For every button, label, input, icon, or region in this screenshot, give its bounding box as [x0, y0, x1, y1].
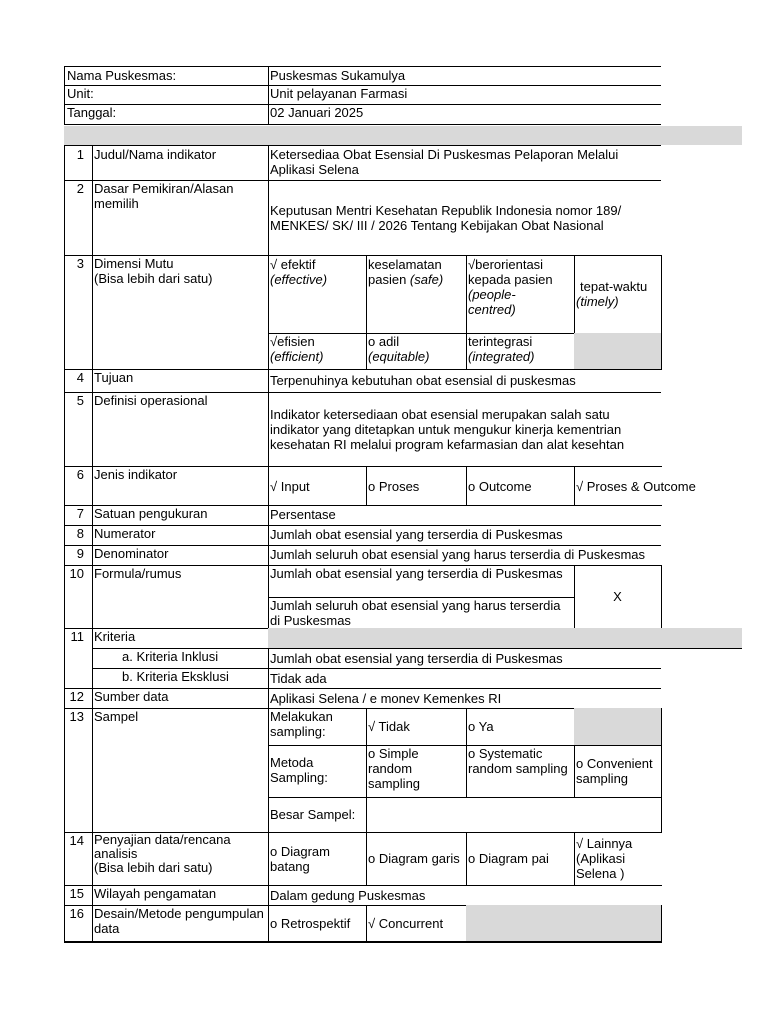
desain-empty-cell-2: [574, 905, 662, 942]
row-13-label: Sampel: [92, 708, 269, 833]
dimensi-keselamatan: keselamatan pasien (safe): [366, 255, 467, 334]
row-10-label: Formula/rumus: [92, 565, 269, 629]
penyajian-diagram-pai: o Diagram pai: [466, 832, 575, 886]
row-3-number: 3: [64, 255, 93, 370]
besar-sampel-label: Besar Sampel:: [268, 797, 367, 833]
row-11-number: 11: [64, 628, 93, 689]
row-15-number: 15: [64, 885, 93, 906]
row-3-label: Dimensi Mutu (Bisa lebih dari satu): [92, 255, 269, 370]
penyajian-diagram-batang: o Diagram batang: [268, 832, 367, 886]
dimensi-terintegrasi: terintegrasi (integrated): [466, 333, 575, 370]
row-11-label: Kriteria: [92, 628, 269, 649]
row-15-label: Wilayah pengamatan: [92, 885, 269, 906]
row-5-value: Indikator ketersediaan obat esensial merupakan salah satu indikator yang ditetapkan untuk mengukur kinerja kementrian kesehatan RI melalui program kefarmasian dan alat kesehtan: [268, 392, 661, 467]
metoda-simple-random: o Simple random sampling: [366, 745, 467, 798]
row-4-value: Terpenuhinya kebutuhan obat esensial di puskesmas: [268, 369, 661, 393]
row-9-value: Jumlah seluruh obat esensial yang harus terserdia di Puskesmas: [268, 545, 661, 566]
dimensi-adil: o adil (equitable): [366, 333, 467, 370]
row-1-number: 1: [64, 145, 93, 181]
row-16-number: 16: [64, 905, 93, 942]
tanggal-label: Tanggal:: [64, 104, 269, 125]
row-7-label: Satuan pengukuran: [92, 505, 269, 526]
row-14-number: 14: [64, 832, 93, 886]
puskesmas-label: Nama Puskesmas:: [64, 66, 269, 86]
table-bottom-border: [64, 941, 662, 943]
dimensi-tepat-waktu: tepat-waktu (timely): [574, 255, 662, 334]
jenis-proses: o Proses: [366, 466, 467, 506]
row-7-value: Persentase: [268, 505, 661, 526]
metoda-convenient: o Convenient sampling: [574, 745, 662, 798]
jenis-proses-outcome: √ Proses & Outcome: [574, 466, 662, 506]
row-5-number: 5: [64, 392, 93, 467]
unit-label: Unit:: [64, 85, 269, 105]
row-6-number: 6: [64, 466, 93, 506]
row-2-value: Keputusan Mentri Kesehatan Republik Indonesia nomor 189/ MENKES/ SK/ III / 2026 Tentang Kebijakan Obat Nasional: [268, 180, 661, 256]
puskesmas-value: Puskesmas Sukamulya: [268, 66, 661, 86]
desain-empty-cell-1: [466, 905, 575, 942]
desain-concurrent: √ Concurrent: [366, 905, 467, 942]
dimensi-empty-cell: [574, 333, 662, 370]
row-12-number: 12: [64, 688, 93, 709]
jenis-input: √ Input: [268, 466, 367, 506]
kriteria-eksklusi-label: b. Kriteria Eksklusi: [92, 668, 269, 689]
kriteria-inklusi-label: a. Kriteria Inklusi: [92, 648, 269, 669]
row-5-label: Definisi operasional: [92, 392, 269, 467]
kriteria-eksklusi-value: Tidak ada: [268, 668, 661, 689]
formula-multiplier: X: [574, 565, 662, 629]
row-8-label: Numerator: [92, 525, 269, 546]
row-2-label: Dasar Pemikiran/Alasan memilih: [92, 180, 269, 256]
formula-denominator: Jumlah seluruh obat esensial yang harus terserdia di Puskesmas: [268, 597, 575, 629]
row-1-label: Judul/Nama indikator: [92, 145, 269, 181]
row-12-label: Sumber data: [92, 688, 269, 709]
row-9-number: 9: [64, 545, 93, 566]
row-9-label: Denominator: [92, 545, 269, 566]
dimensi-efisien: √efisien (efficient): [268, 333, 367, 370]
row-13-number: 13: [64, 708, 93, 833]
dimensi-efektif: √ efektif (effective): [268, 255, 367, 334]
row-4-number: 4: [64, 369, 93, 393]
sampling-ya: o Ya: [466, 708, 575, 746]
row-7-number: 7: [64, 505, 93, 526]
row-12-value: Aplikasi Selena / e monev Kemenkes RI: [268, 688, 661, 709]
row-8-number: 8: [64, 525, 93, 546]
unit-value: Unit pelayanan Farmasi: [268, 85, 661, 105]
row-2-number: 2: [64, 180, 93, 256]
formula-numerator: Jumlah obat esensial yang terserdia di Puskesmas: [268, 565, 575, 598]
sampling-empty-cell: [574, 708, 662, 746]
penyajian-diagram-garis: o Diagram garis: [366, 832, 467, 886]
metoda-sampling-label: Metoda Sampling:: [268, 745, 367, 798]
row-15-value: Dalam gedung Puskesmas: [268, 885, 661, 906]
kriteria-inklusi-value: Jumlah obat esensial yang terserdia di Puskesmas: [268, 648, 661, 669]
sampling-tidak: √ Tidak: [366, 708, 467, 746]
penyajian-lainnya: √ Lainnya (Aplikasi Selena ): [574, 832, 662, 886]
row-4-label: Tujuan: [92, 369, 269, 393]
row-10-number: 10: [64, 565, 93, 629]
metoda-systematic-random: o Systematic random sampling: [466, 745, 575, 798]
separator-bar: [64, 126, 742, 145]
tanggal-value: 02 Januari 2025: [268, 104, 661, 125]
besar-sampel-value: [366, 797, 662, 833]
row-8-value: Jumlah obat esensial yang terserdia di Puskesmas: [268, 525, 661, 546]
row-14-label: Penyajian data/rencana analisis (Bisa lebih dari satu): [92, 832, 269, 886]
dimensi-berorientasi: √berorientasi kepada pasien (people- centred): [466, 255, 575, 334]
row-16-label: Desain/Metode pengumpulan data: [92, 905, 269, 942]
kriteria-gray-bar: [268, 628, 742, 649]
sampling-label: Melakukan sampling:: [268, 708, 367, 746]
jenis-outcome: o Outcome: [466, 466, 575, 506]
row-1-value: Ketersediaa Obat Esensial Di Puskesmas Pelaporan Melalui Aplikasi Selena: [268, 145, 661, 181]
desain-retrospektif: o Retrospektif: [268, 905, 367, 942]
row-6-label: Jenis indikator: [92, 466, 269, 506]
